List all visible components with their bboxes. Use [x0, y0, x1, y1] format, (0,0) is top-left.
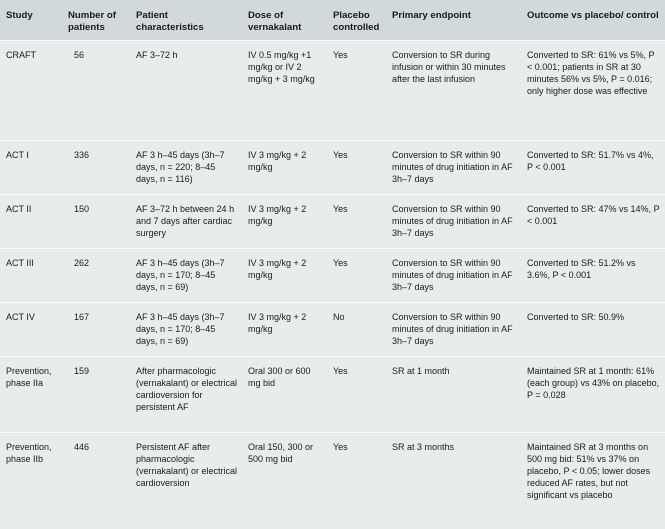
header-study: Study [6, 10, 33, 21]
cell-placebo: Yes [327, 433, 386, 529]
table-row [0, 195, 665, 249]
cell-dose: IV 3 mg/kg + 2 mg/kg [242, 195, 327, 249]
cell-outcome: Converted to SR: 61% vs 5%, P < 0.001; patients in SR at 30 minutes 56% vs 5%, P = 0.016; only higher dose was effective [521, 41, 665, 141]
cell-study: Prevention, phase IIb [0, 433, 62, 529]
table-row [0, 249, 665, 303]
header-dose: Dose of vernakalant [248, 10, 302, 33]
cell-placebo: Yes [327, 357, 386, 433]
cell-number: 336 [62, 141, 130, 195]
cell-dose: IV 3 mg/kg + 2 mg/kg [242, 303, 327, 357]
cell-number: 446 [62, 433, 130, 529]
cell-endpoint: SR at 3 months [386, 433, 521, 529]
cell-endpoint: Conversion to SR within 90 minutes of drug initiation in AF 3h–7 days [386, 303, 521, 357]
table-body [0, 41, 665, 529]
table-row [0, 141, 665, 195]
cell-study: CRAFT [0, 41, 62, 141]
cell-endpoint: Conversion to SR during infusion or within 30 minutes after the last infusion [386, 41, 521, 141]
header-primary-endpoint: Primary endpoint [392, 10, 471, 21]
cell-outcome: Converted to SR: 51.2% vs 3.6%, P < 0.001 [521, 249, 665, 303]
header-patient-characteristics: Patient characteristics [136, 10, 204, 33]
cell-characteristics: After pharmacologic (vernakalant) or electrical cardioversion for persistent AF [130, 357, 242, 433]
cell-characteristics: AF 3 h–45 days (3h–7 days, n = 220; 8–45 days, n = 116) [130, 141, 242, 195]
table-row [0, 433, 665, 529]
cell-endpoint: Conversion to SR within 90 minutes of drug initiation in AF 3h–7 days [386, 195, 521, 249]
cell-study: ACT II [0, 195, 62, 249]
cell-number: 150 [62, 195, 130, 249]
header-placebo-controlled: Placebo controlled [333, 10, 380, 33]
cell-outcome: Converted to SR: 51.7% vs 4%, P < 0.001 [521, 141, 665, 195]
header-row [0, 0, 665, 41]
cell-characteristics: AF 3 h–45 days (3h–7 days, n = 170; 8–45 days, n = 69) [130, 303, 242, 357]
cell-dose: IV 3 mg/kg + 2 mg/kg [242, 141, 327, 195]
cell-characteristics: AF 3–72 h [130, 41, 242, 141]
cell-dose: IV 0.5 mg/kg +1 mg/kg or IV 2 mg/kg + 3 mg/kg [242, 41, 327, 141]
cell-endpoint: Conversion to SR within 90 minutes of drug initiation in AF 3h–7 days [386, 141, 521, 195]
table-row [0, 41, 665, 141]
cell-characteristics: Persistent AF after pharmacologic (vernakalant) or electrical cardioversion [130, 433, 242, 529]
cell-study: ACT I [0, 141, 62, 195]
table-row [0, 357, 665, 433]
cell-study: Prevention, phase IIa [0, 357, 62, 433]
cell-endpoint: Conversion to SR within 90 minutes of drug initiation in AF 3h–7 days [386, 249, 521, 303]
table-row [0, 303, 665, 357]
cell-number: 159 [62, 357, 130, 433]
cell-outcome: Converted to SR: 47% vs 14%, P < 0.001 [521, 195, 665, 249]
cell-placebo: Yes [327, 249, 386, 303]
cell-outcome: Converted to SR: 50.9% [521, 303, 665, 357]
cell-outcome: Maintained SR at 3 months on 500 mg bid: 51% vs 37% on placebo, P < 0.05; lower doses reduced AF rates, but not significant vs placebo [521, 433, 665, 529]
cell-placebo: No [327, 303, 386, 357]
cell-number: 167 [62, 303, 130, 357]
cell-characteristics: AF 3 h–45 days (3h–7 days, n = 170; 8–45 days, n = 69) [130, 249, 242, 303]
cell-dose: IV 3 mg/kg + 2 mg/kg [242, 249, 327, 303]
cell-outcome: Maintained SR at 1 month: 61% (each group) vs 43% on placebo, P = 0.028 [521, 357, 665, 433]
cell-placebo: Yes [327, 195, 386, 249]
header-outcome: Outcome vs placebo/ control [527, 10, 659, 21]
cell-characteristics: AF 3–72 h between 24 h and 7 days after cardiac surgery [130, 195, 242, 249]
cell-number: 56 [62, 41, 130, 141]
header-number-of-patients: Number of patients [68, 10, 116, 33]
table-header [0, 0, 665, 41]
cell-placebo: Yes [327, 41, 386, 141]
cell-dose: Oral 150, 300 or 500 mg bid [242, 433, 327, 529]
cell-endpoint: SR at 1 month [386, 357, 521, 433]
cell-study: ACT IV [0, 303, 62, 357]
cell-dose: Oral 300 or 600 mg bid [242, 357, 327, 433]
cell-number: 262 [62, 249, 130, 303]
cell-placebo: Yes [327, 141, 386, 195]
cell-study: ACT III [0, 249, 62, 303]
